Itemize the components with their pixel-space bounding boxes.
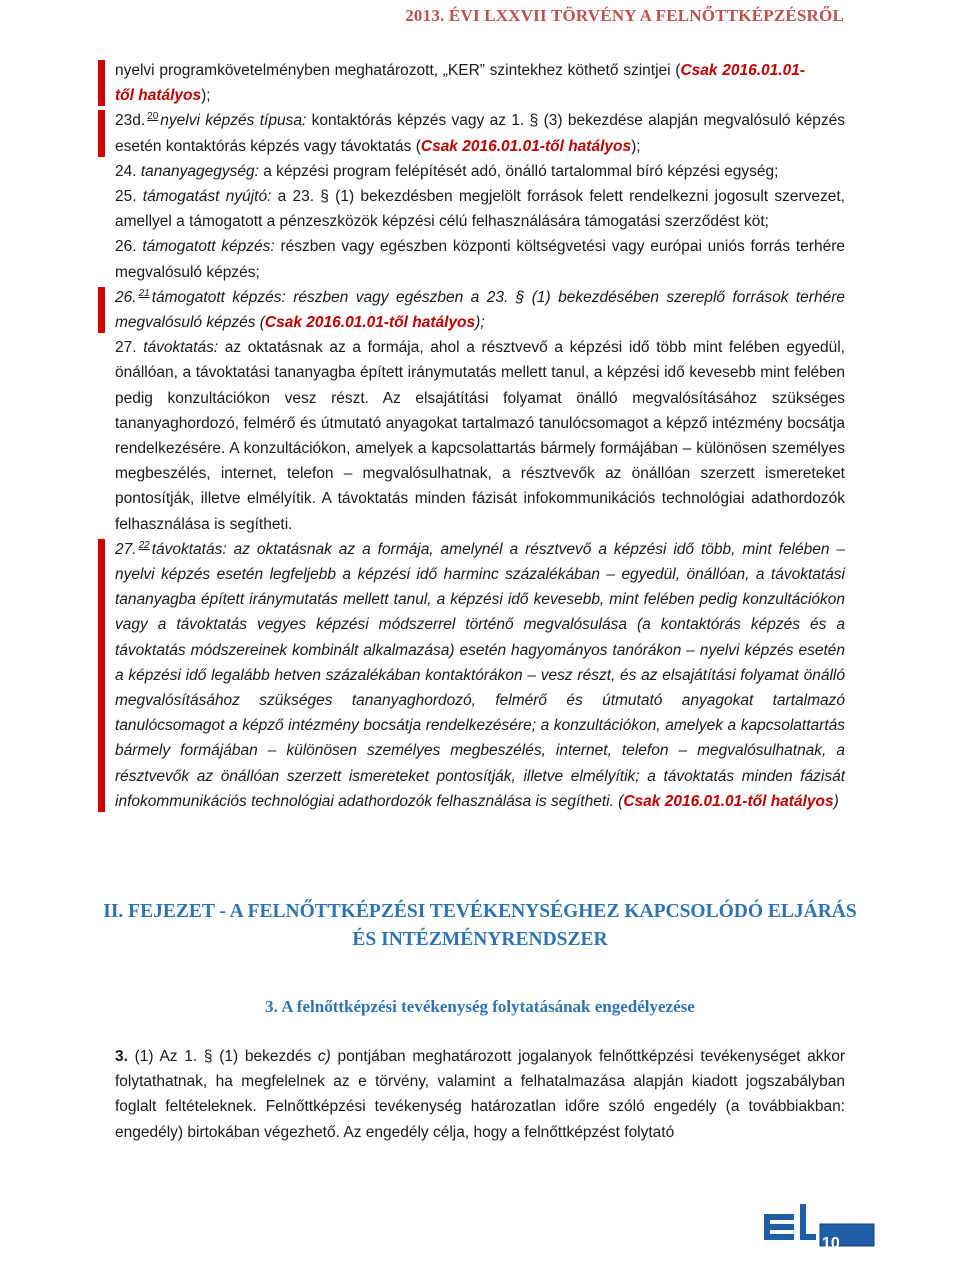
footnote-link-20[interactable]: 20 [147, 111, 159, 123]
section-body [115, 1044, 845, 1145]
paragraph-23c: nyelvi programkövetelményben meghatározott, „KER” szintekhez köthető szintjei (Csak 2016.01.01-től hatályos); [115, 58, 845, 108]
paragraph-27: 27. távoktatás: az oktatásnak az a formája, ahol a résztvevő a képzési idő több mint felében egyedül, önállóan, a távoktatási tananyagba épített iránymutatás mellett tanul, a képzési idő kevesebb mint felében pedig konzultációkon vesz részt. Az elsajátítási folyamat önálló megvalósításához szükséges tananyaghordozó, felmérő és útmutató anyagokat tartalmazó tanulócsomagot a képző intézmény bocsátja rendelkezésére. A konzultációkon, amelyek a kapcsolattartás bármely formájában – különösen személyes megbeszélés, internet, telefon – megvalósulhatnak, a résztvevők az önállóan szerzett ismereteket pontosítják, illetve elmélyítik. A távoktatás minden fázisát infokommunikációs technológiai adathordozók felhasználása is segítheti. [115, 339, 845, 533]
document-body [115, 58, 845, 814]
effective-date-note: Csak 2016.01.01-től hatályos [115, 62, 805, 105]
page-number: 10 [822, 1235, 840, 1252]
paragraph-26: 26. támogatott képzés: részben vagy egészben központi költségvetési vagy európai uniós forrás terhére megvalósuló képzés; [115, 238, 845, 281]
footnote-link-21[interactable]: 21 [138, 287, 150, 299]
paragraph-26-amended: 26. $^{21}$ támogatott képzés: részben vagy egészben a 23. § (1) bekezdésében szereplő források terhére megvalósuló képzés (Csak 2016.01.01-től hatályos); [115, 285, 845, 335]
effective-date-note: Csak 2016.01.01-től hatályos [623, 792, 834, 810]
paragraph-27-amended: 27. $^{22}$ távoktatás: az oktatásnak az a formája, amelynél a résztvevő a képzési idő több, mint felében – nyelvi képzés esetén legfeljebb a képzési idő harminc százalékában – egyedül, önállóan, a távoktatási tananyagba épített iránymutatás mellett tanul, a képzési idő kevesebb, mint felében pedig konzultációkon vagy a távoktatás vegyes képzési módszerrel történő megvalósulása (a kontaktórás képzés és a távoktatás módszereinek kombinált alkalmazása) esetén hagyományos tanórákon – nyelvi képzés esetén a képzési idő legalább hetven százalékában kontaktórákon – vesz részt, és az elsajátítási folyamat önálló megvalósításához szükséges tananyaghordozó, felmérő és útmutató anyagokat tartalmazó tanulócsomagot a képző intézmény bocsátja rendelkezésére; a konzultációkon, amelyek a kapcsolattartás bármely formájában – különösen személyes megbeszélés, internet, telefon – megvalósulhatnak, a résztvevők az önállóan szerzett ismereteket pontosítják, illetve elmélyítik; a távoktatás minden fázisát infokommunikációs technológiai adathordozók felhasználása is segítheti. (Csak 2016.01.01-től hatályos) [115, 537, 845, 814]
paragraph-25: 25. támogatást nyújtó: a 23. § (1) bekezdésben megjelölt források felett rendelkezni jogosult szervezet, amellyel a támogatott a pénzeszközök képzési célú felhasználására támogatási szerződést köt; [115, 188, 845, 231]
running-header: 2013. ÉVI LXXVII TÖRVÉNY A FELNŐTTKÉPZÉSRŐL [405, 6, 844, 25]
paragraph-24: 24. tananyagegység: a képzési program felépítését adó, önálló tartalommal bíró képzési egység; [115, 162, 779, 180]
effective-date-note: Csak 2016.01.01-től hatályos [420, 137, 632, 155]
paragraph-23d: 23d. $^{20}$ nyelvi képzés típusa: kontaktórás képzés vagy az 1. § (3) bekezdése alapján megvalósuló képzés esetén kontaktórás képzés vagy távoktatás (Csak 2016.01.01-től hatályos); [115, 108, 845, 158]
effective-date-note: Csak 2016.01.01-től hatályos [264, 314, 476, 332]
publisher-logo-icon [760, 1200, 878, 1248]
section-heading: 3. A felnőttképzési tevékenység folytatásának engedélyezése [265, 997, 695, 1016]
paragraph-3: 3. (1) Az 1. § (1) bekezdés c) pontjában meghatározott jogalanyok felnőttképzési tevékenységet akkor folytathatnak, ha megfelelnek az e törvény, valamint a felhatalmazása alapján kiadott jogszabályban foglalt feltételeknek. Felnőttképzési tevékenység határozatlan időre szóló engedély (a továbbiakban: engedély) birtokában végezhető. Az engedély célja, hogy a felnőttképzést folytató [115, 1048, 845, 1141]
footnote-link-22[interactable]: 22 [138, 539, 150, 551]
chapter-heading: II. FEJEZET - A FELNŐTTKÉPZÉSI TEVÉKENYSÉGHEZ KAPCSOLÓDÓ ELJÁRÁS ÉS INTÉZMÉNYRENDSZER [103, 901, 857, 950]
